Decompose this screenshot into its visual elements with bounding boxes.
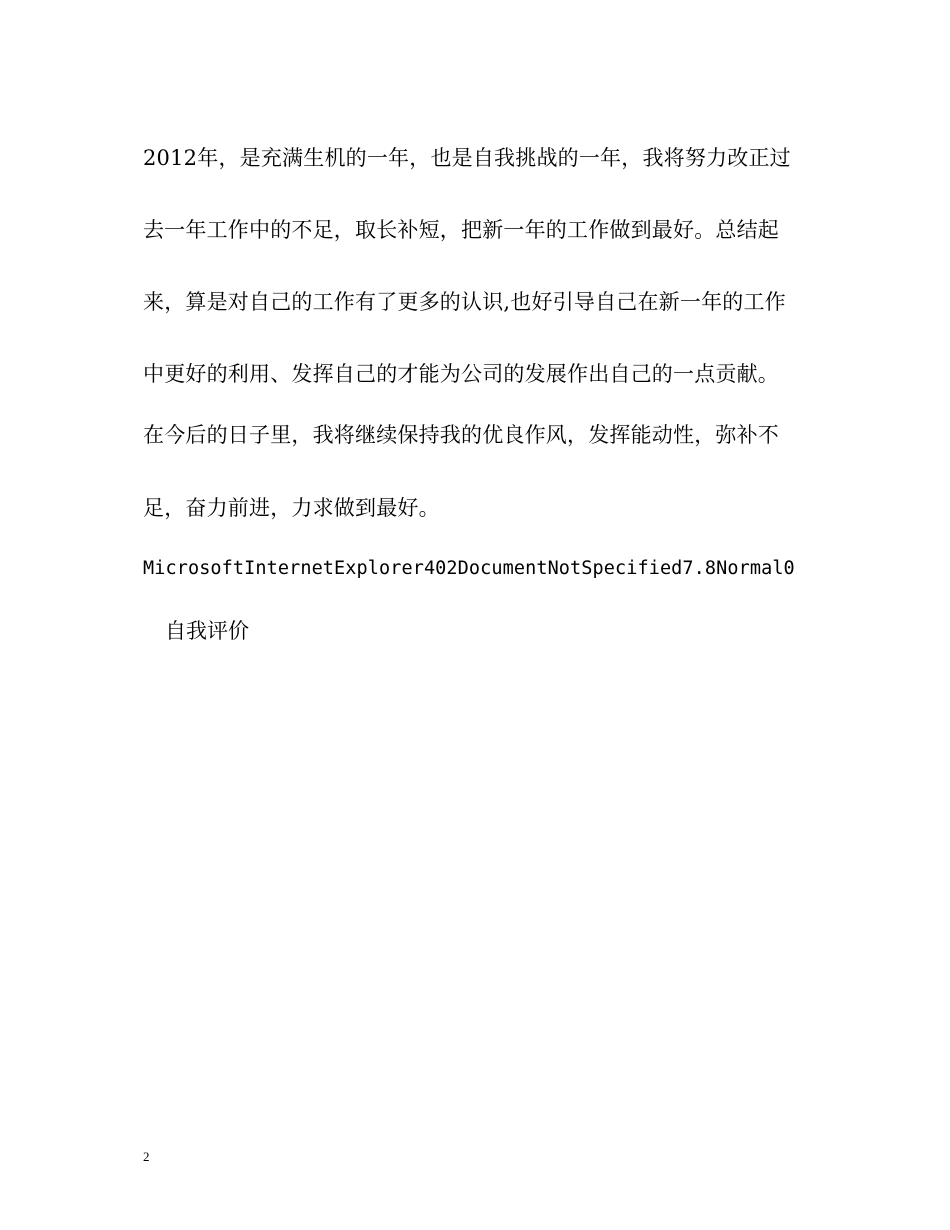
body-text-line: 2012年，是充满生机的一年，也是自我挑战的一年，我将努力改正过 — [143, 146, 791, 170]
section-heading: 自我评价 — [165, 619, 249, 643]
body-text-line: 在今后的日子里，我将继续保持我的优良作风，发挥能动性，弥补不 — [143, 423, 779, 447]
page-number: 2 — [143, 1149, 150, 1164]
body-text-line: 来，算是对自己的工作有了更多的认识,也好引导自己在新一年的工作 — [143, 290, 786, 314]
document-meta-text: MicrosoftInternetExplorer402DocumentNotSpecified7.8Normal0 — [143, 558, 795, 579]
body-text-line: 去一年工作中的不足，取长补短，把新一年的工作做到最好。总结起 — [143, 218, 779, 242]
body-text-line: 中更好的利用、发挥自己的才能为公司的发展作出自己的一点贡献。 — [143, 362, 779, 386]
body-text-line: 足，奋力前进，力求做到最好。 — [143, 496, 440, 520]
